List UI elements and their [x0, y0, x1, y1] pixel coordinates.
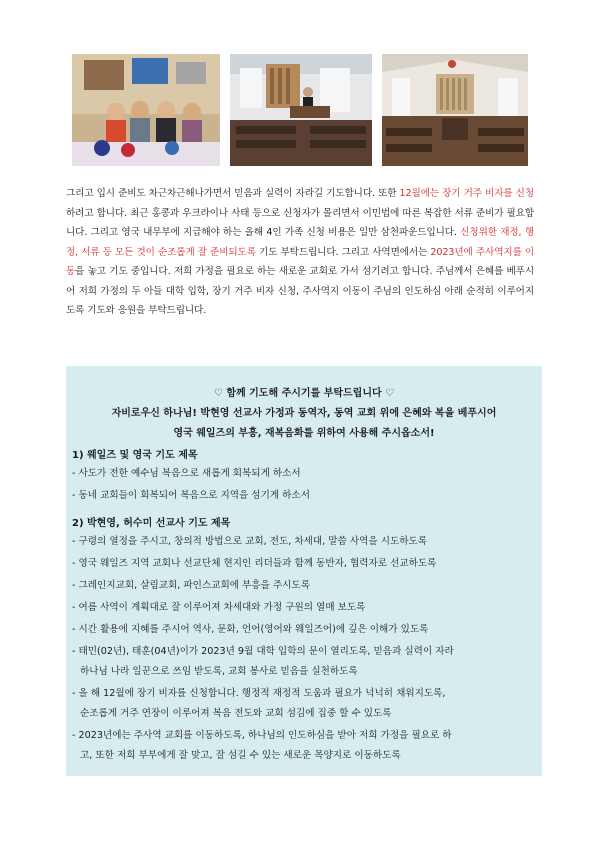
list-item: - 동네 교회들이 회복되어 복음으로 지역을 섬기게 하소서: [72, 490, 310, 501]
paragraph-text: 하려고 합니다. 최근 홍콩과 우크라이나 사태 등으로 신청자가 몰리면서 이민법에 따른 복잡한 서류 준비가 필요합니다. 그리고 영국 내무부에 지급해야 하는 올해 4인 가족 신청 비용은 일만 삼천파운드입니다.: [66, 207, 534, 238]
paragraph-text: 을 놓고 기도 중입니다. 저희 가정을 필요로 하는 새로운 교회로 가서 섬기려고 합니다. 주님께서 은혜를 베푸시어 저희 가정의 두 아들 대학 입학, 장기 거주 비자 신청, 주사역지 이동이 주님의 인도하심 아래 순적히 이루어지도록 기도와 응원을 부탁드립니다.: [66, 266, 534, 316]
highlight-ministry-relocation: 2023년에 주사역지를 이동: [66, 246, 534, 277]
highlight-preparation-request: 신청위한 재정, 행정, 서류 등 모든 것이 순조롭게 잘 준비되도록: [66, 227, 534, 258]
body-paragraph: [66, 184, 534, 321]
paragraph-text: 기도 부탁드립니다. 그리고 사역면에서는: [255, 246, 431, 258]
list-item-continuation: 고, 또한 저희 부부에게 잘 맞고, 잘 섬길 수 있는 새로운 목양지로 이동하도록: [80, 750, 401, 761]
photo-church-interior-preacher: [230, 54, 372, 166]
prayer-intro-line-1: 자비로우신 하나님! 박현영 선교사 가정과 동역자, 동역 교회 위에 은혜와 복을 베푸시어: [111, 408, 497, 419]
section-title-wales: 1) 웨일즈 및 영국 기도 제목: [72, 450, 198, 461]
paragraph-text: 그리고 입시 준비도 차근차근해나가면서 믿음과 실력이 자라길 기도합니다. 또한: [66, 188, 400, 199]
photo-group-at-table-image: [72, 54, 220, 166]
list-item: - 올 해 12월에 장기 비자를 신청합니다. 행정적 재정적 도움과 필요가 넉넉히 채워지도록,: [72, 688, 446, 699]
photo-church-interior-preacher-image: [230, 54, 372, 166]
section-title-missionaries: 2) 박현영, 허수미 선교사 기도 제목: [72, 518, 231, 529]
prayer-intro-line-2: 영국 웨일즈의 부흥, 재복음화를 위하여 사용해 주시옵소서!: [173, 428, 435, 439]
list-item: - 시간 활용에 지혜를 주시어 역사, 문화, 언어(영어와 웨일즈어)에 깊은 이해가 있도록: [72, 624, 429, 635]
list-item: - 구령의 열정을 주시고, 창의적 방법으로 교회, 전도, 차세대, 말씀 사역을 시도하도록: [72, 536, 428, 547]
list-item: - 영국 웨일즈 지역 교회나 선교단체 현지인 리더들과 함께 동반자, 협력자로 선교하도록: [72, 558, 437, 569]
list-item-continuation: 하나님 나라 일꾼으로 쓰임 받도록, 교회 봉사로 믿음을 실천하도록: [80, 666, 358, 677]
photo-group-at-table: [72, 54, 220, 166]
photo-church-interior-organ: [382, 54, 528, 166]
highlight-visa-application: 12월에는 장기 거주 비자를 신청: [399, 188, 534, 199]
list-item: - 그레인지교회, 살림교회, 파인스교회에 부흥을 주시도록: [72, 580, 310, 591]
prayer-request-box: [66, 366, 542, 776]
list-item: - 태민(02년), 태훈(04년)이가 2023년 9월 대학 입학의 문이 열리도록, 믿음과 실력이 자라: [72, 646, 454, 657]
photo-church-interior-organ-image: [382, 54, 528, 166]
list-item: - 사도가 전한 예수님 복음으로 새롭게 회복되게 하소서: [72, 468, 301, 479]
photo-strip: [72, 54, 528, 166]
list-item: - 여름 사역이 계획대로 잘 이루어져 차세대와 가정 구원의 열매 보도록: [72, 602, 366, 613]
list-item-continuation: 순조롭게 거주 연장이 이루어져 복음 전도와 교회 섬김에 집중 할 수 있도록: [80, 708, 392, 719]
prayer-heading: ♡ 함께 기도해 주시기를 부탁드립니다 ♡: [213, 388, 395, 399]
list-item: - 2023년에는 주사역 교회를 이동하도록, 하나님의 인도하심을 받아 저희 가정을 필요로 하: [72, 730, 452, 741]
